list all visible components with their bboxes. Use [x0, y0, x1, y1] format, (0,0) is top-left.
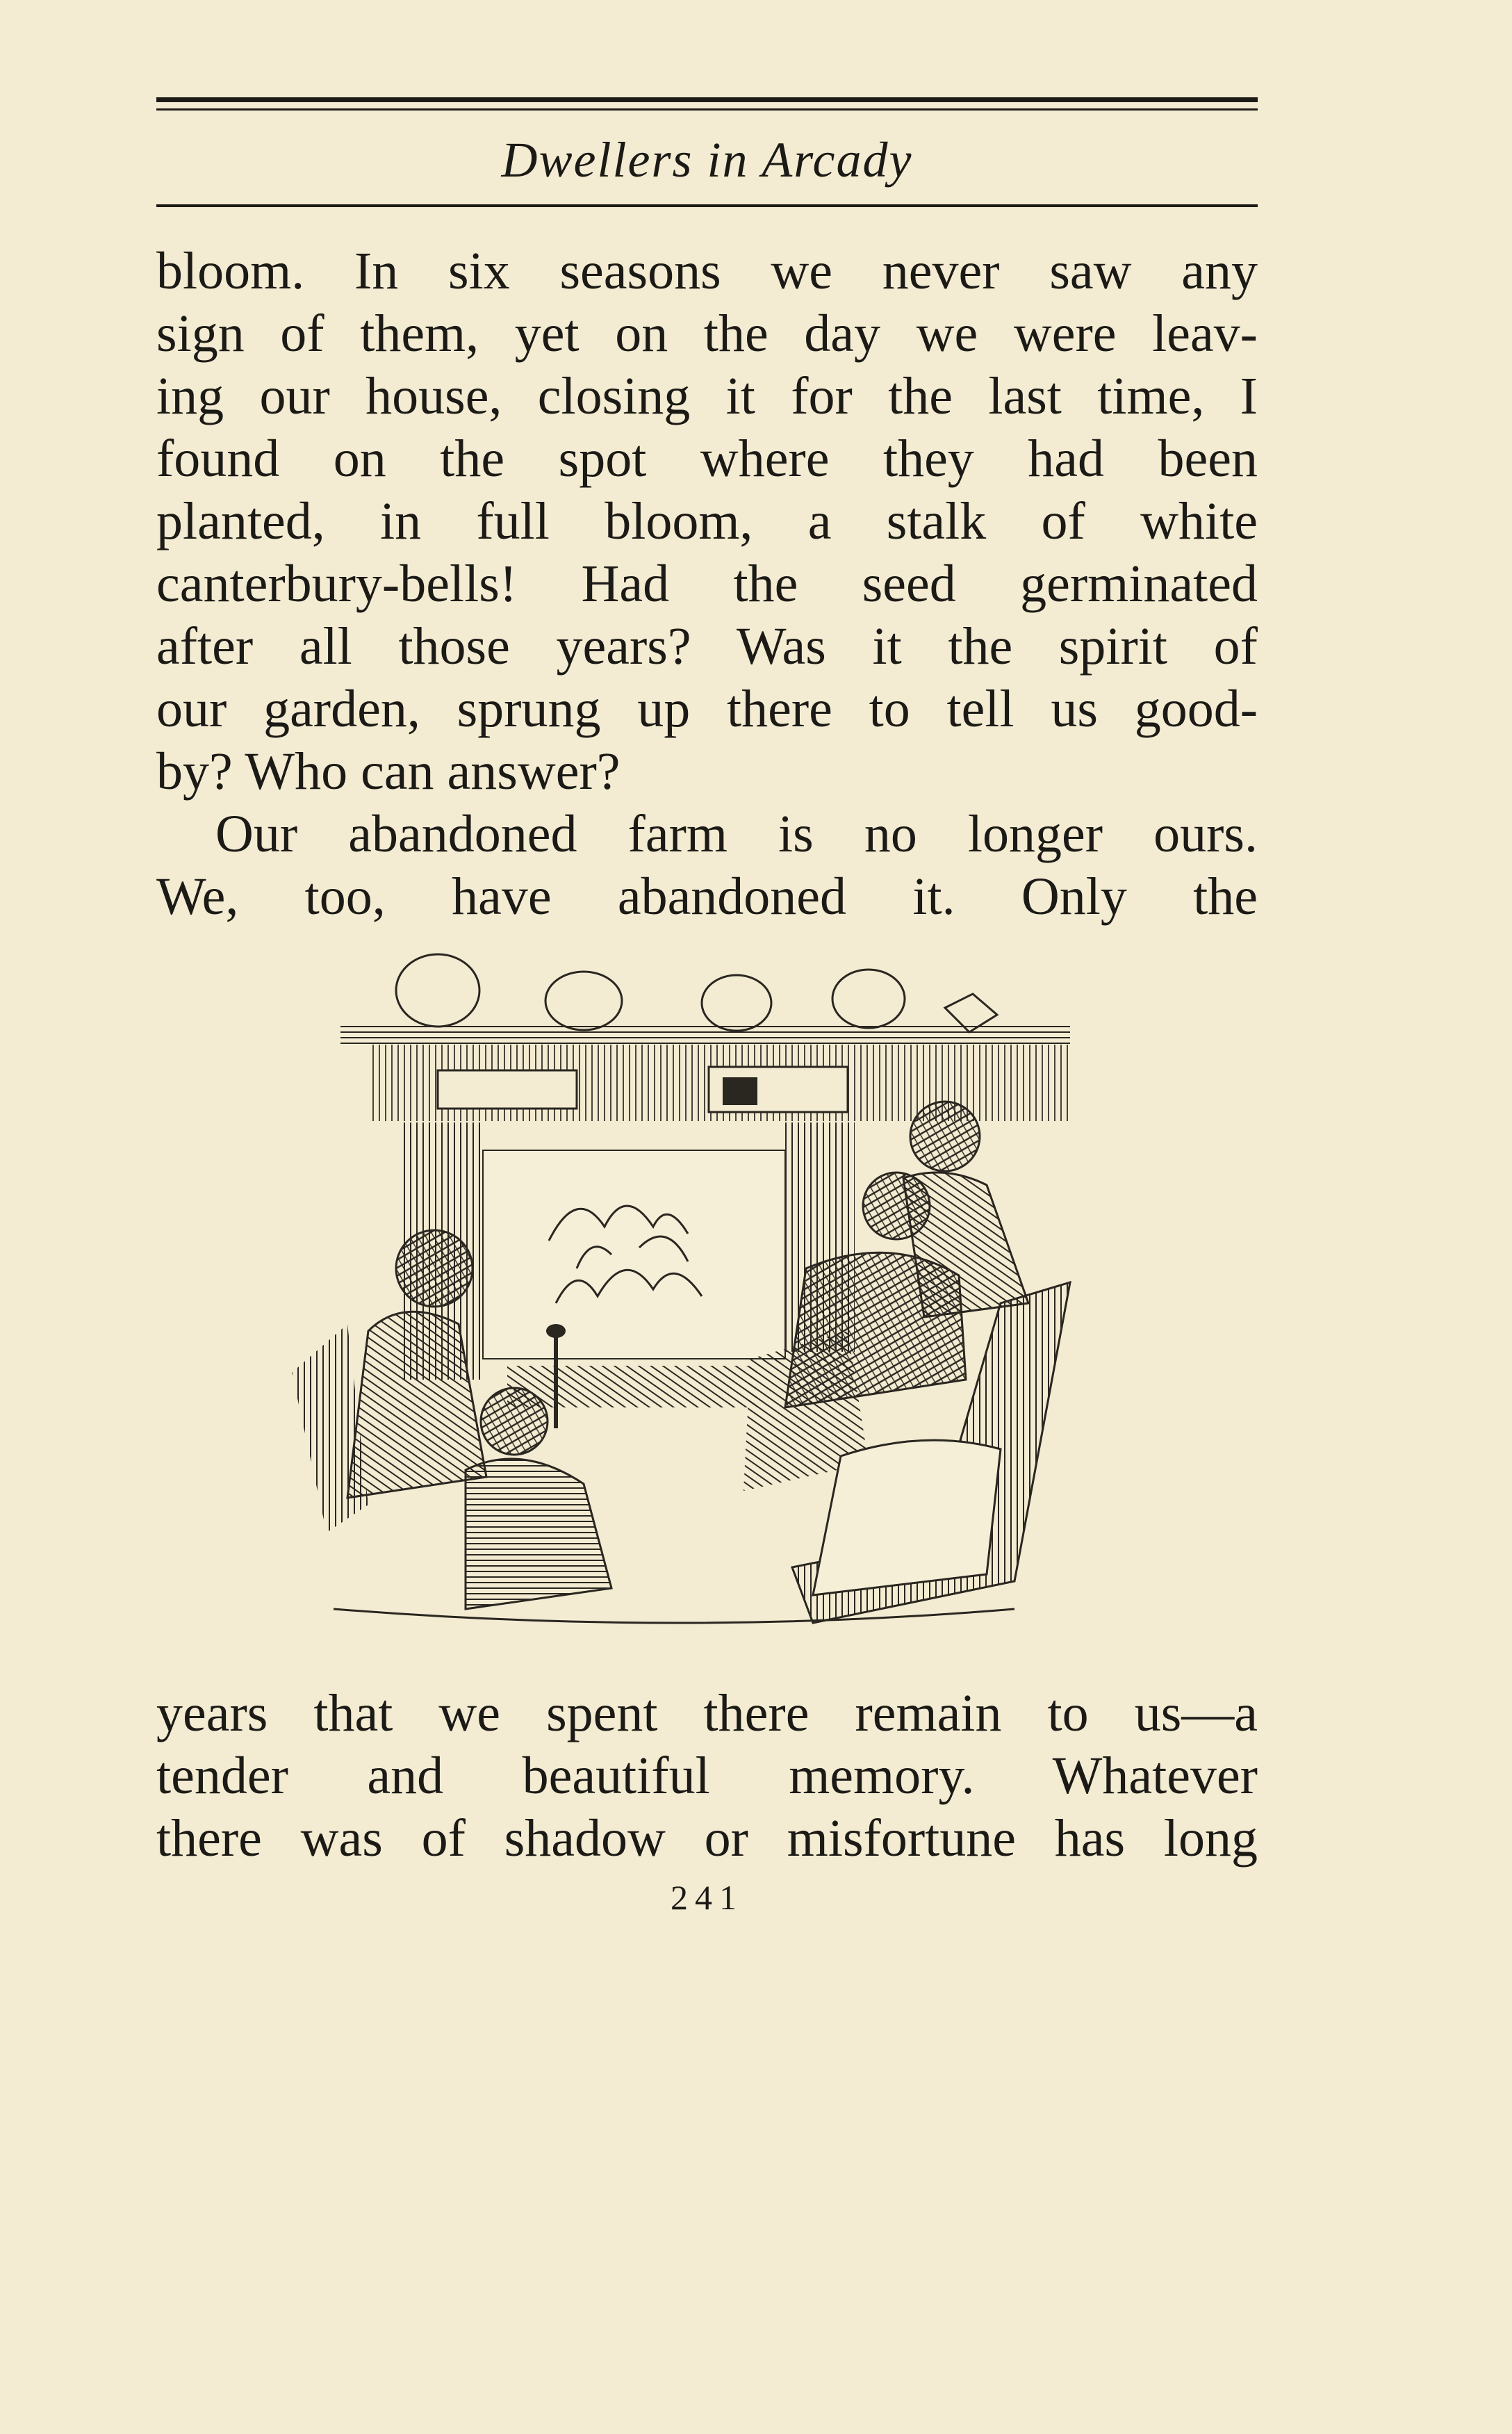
fireside-illustration — [278, 942, 1153, 1658]
fireplace-opening — [483, 1150, 785, 1359]
text-line: there was of shadow or misfortune has long — [156, 1809, 1258, 1868]
header-rule-top — [156, 97, 1258, 102]
running-title: Dwellers in Arcady — [501, 132, 913, 188]
text-line: years that we spent there remain to us—a — [156, 1684, 1258, 1742]
fireplace-logs — [507, 1366, 757, 1407]
mantel-shelf — [340, 1025, 1070, 1045]
text-line: our garden, sprung up there to tell us good- — [156, 680, 1258, 738]
text-line: by? Who can answer? — [156, 742, 621, 801]
figure-child — [466, 1388, 611, 1609]
text-line: canterbury-bells! Had the seed germinated — [156, 555, 1258, 613]
mantel-plates — [396, 954, 997, 1032]
text-line: found on the spot where they had been — [156, 430, 1258, 488]
text-line: after all those years? Was it the spirit of — [156, 617, 1258, 676]
text-line: planted, in full bloom, a stalk of white — [156, 492, 1258, 550]
text-line: tender and beautiful memory. Whatever — [156, 1747, 1258, 1805]
text-line: sign of them, yet on the day we were leav- — [156, 304, 1258, 363]
header-rule-top-thin — [156, 108, 1258, 111]
floor-line — [334, 1609, 1014, 1623]
text-line: bloom. In six seasons we never saw any — [156, 242, 1258, 300]
page-number: 241 — [671, 1878, 743, 1917]
text-block-before-illustration — [156, 240, 1258, 928]
text-line: ing our house, closing it for the last time, I — [156, 367, 1258, 425]
figure-woman-left — [292, 1230, 486, 1533]
text-line: Our abandoned farm is no longer ours. — [215, 805, 1258, 863]
text-block-after-illustration — [156, 1682, 1258, 1870]
text-line: We, too, have abandoned it. Only the — [156, 867, 1258, 926]
header-rule-bottom — [156, 204, 1258, 207]
